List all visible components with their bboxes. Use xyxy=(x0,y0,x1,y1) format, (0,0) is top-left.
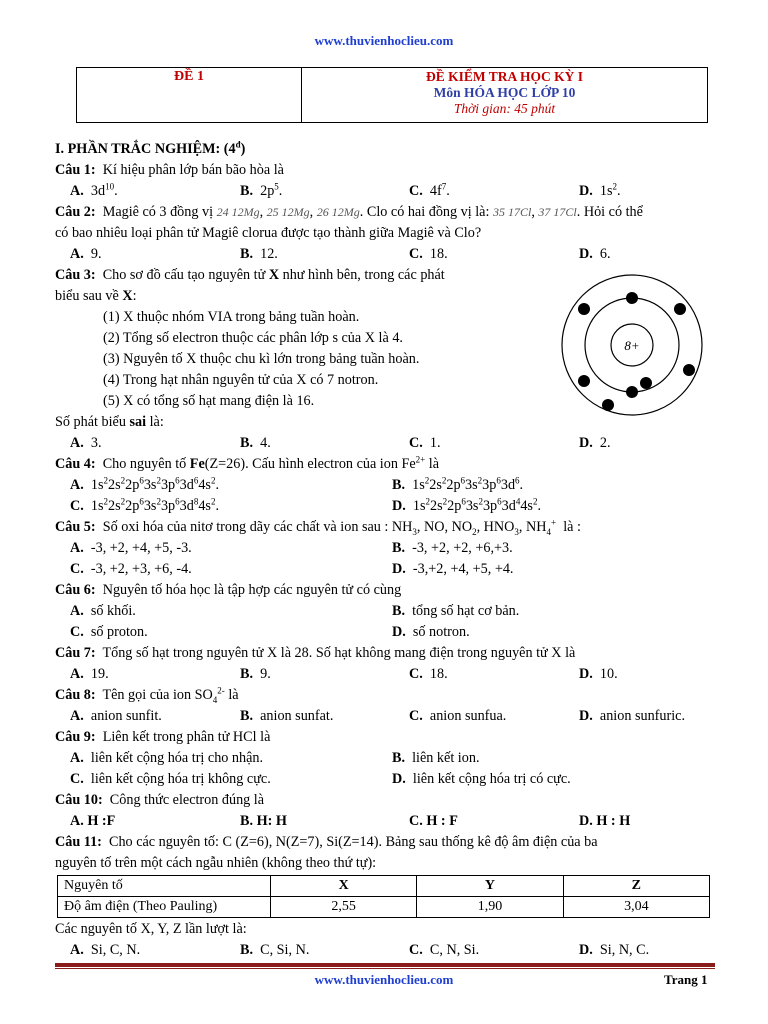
option-c[interactable]: C. số proton. xyxy=(70,624,148,640)
question-8: Câu 8: Tên gọi của ion $SO_4^{2-}$ là xyxy=(55,685,239,705)
question-2: Câu 2: Magiê có 3 đồng vị 24 12Mg, 25 12Mg, 26 12Mg. Clo có hai đồng vị là: 35 17Cl, 37 17Cl. Hỏi có thể xyxy=(55,204,643,220)
option-d[interactable]: D. số notron. xyxy=(392,624,470,640)
question-11-line2: nguyên tố trên một cách ngẫu nhiên (không theo thứ tự): xyxy=(55,855,377,871)
page-number: Trang 1 xyxy=(664,972,708,987)
option-a[interactable]: A. Si, C, N. xyxy=(70,942,141,958)
table-header-cell: X xyxy=(271,876,417,897)
option-a[interactable]: A. 9. xyxy=(70,246,102,262)
question-5-options-cd xyxy=(55,559,715,580)
question-2-line2: có bao nhiêu loại phân tử Magiê clorua được tạo thành giữa Magiê và Clo? xyxy=(55,225,482,241)
isotope-cl-35: 35 17Cl xyxy=(492,205,532,219)
question-4: Câu 4: Cho nguyên tố Fe(Z=26). Cấu hình electron của ion $Fe^{2+}$ là xyxy=(55,454,440,472)
question-6-options-cd xyxy=(55,622,715,643)
electron xyxy=(578,303,590,315)
option-a[interactable]: A. -3, +2, +4, +5, -3. xyxy=(70,540,192,556)
table-header-cell: Z xyxy=(563,876,709,897)
statement-2: (2) Tổng số electron thuộc các phân lớp s của X là 4. xyxy=(103,330,403,346)
footer-divider xyxy=(55,963,715,967)
option-d[interactable]: D. liên kết cộng hóa trị có cực. xyxy=(392,771,571,787)
question-2-options xyxy=(55,244,715,265)
option-a[interactable]: A. $1s^22s^22p^63s^23p^63d^64s^2$. xyxy=(70,475,219,493)
isotope-cl-37: 37 17Cl xyxy=(538,205,577,219)
question-1-options xyxy=(55,181,715,202)
option-b[interactable]: B. liên kết ion. xyxy=(392,750,480,766)
question-10-options xyxy=(55,811,715,832)
option-c[interactable]: C. $4f^7$. xyxy=(409,181,450,199)
option-d[interactable]: D. $1s^2$. xyxy=(579,181,621,199)
option-d[interactable]: D. -3,+2, +4, +5, +4. xyxy=(392,561,514,577)
option-b[interactable]: B. 4. xyxy=(240,435,271,451)
question-9: Câu 9: Liên kết trong phân tử HCl là xyxy=(55,729,271,745)
option-d[interactable]: D. H : H xyxy=(579,813,631,829)
question-10: Câu 10: Công thức electron đúng là xyxy=(55,792,265,808)
table-header-row xyxy=(58,876,710,897)
option-c[interactable]: C. $1s^22s^22p^63s^23p^63d^84s^2$. xyxy=(70,496,219,514)
option-b[interactable]: B. 9. xyxy=(240,666,271,682)
question-3: Câu 3: Cho sơ đồ cấu tạo nguyên tử X như hình bên, trong các phát xyxy=(55,267,445,283)
option-a[interactable]: A. số khối. xyxy=(70,603,136,619)
question-6-options-ab xyxy=(55,601,715,622)
question-11-options xyxy=(55,940,715,961)
option-b[interactable]: B. $1s^22s^22p^63s^23p^63d^6$. xyxy=(392,475,524,493)
option-a[interactable]: A. liên kết cộng hóa trị cho nhận. xyxy=(70,750,264,766)
option-d[interactable]: D. 10. xyxy=(579,666,618,682)
question-7-options xyxy=(55,664,715,685)
option-d[interactable]: D. Si, N, C. xyxy=(579,942,650,958)
option-c[interactable]: C. anion sunfua. xyxy=(409,708,507,724)
question-3-options xyxy=(55,433,715,454)
question-7: Câu 7: Tổng số hạt trong nguyên tử X là 28. Số hạt không mang điện trong nguyên tử X là xyxy=(55,645,576,661)
option-b[interactable]: B. C, Si, N. xyxy=(240,942,310,958)
question-5: Câu 5: Số oxi hóa của nitơ trong dãy các chất và ion sau : $NH_3$, NO, $NO_2$, $HNO_3$, $NH_4^+$ là : xyxy=(55,517,581,537)
isotope-mg-24: 24 12Mg xyxy=(216,205,260,219)
question-4-options-cd xyxy=(55,496,715,517)
option-c[interactable]: C. 18. xyxy=(409,246,448,262)
option-d[interactable]: D. $1s^22s^22p^63s^23p^63d^44s^2$. xyxy=(392,496,541,514)
option-b[interactable]: B. tổng số hạt cơ bản. xyxy=(392,603,520,619)
option-b[interactable]: B. -3, +2, +2, +6,+3. xyxy=(392,540,513,556)
question-3-line2: biểu sau về X: xyxy=(55,288,137,304)
electron xyxy=(626,292,638,304)
electron xyxy=(674,303,686,315)
question-1: Câu 1: Kí hiệu phân lớp bán bão hòa là xyxy=(55,162,284,178)
exam-content xyxy=(55,139,715,961)
option-a[interactable]: A. 3. xyxy=(70,435,102,451)
option-c[interactable]: C. C, N, Si. xyxy=(409,942,480,958)
option-d[interactable]: D. anion sunfuric. xyxy=(579,708,685,724)
site-url-header[interactable]: www.thuvienhoclieu.com xyxy=(314,33,454,48)
electron xyxy=(602,399,614,411)
option-d[interactable]: D. 6. xyxy=(579,246,611,262)
isotope-mg-25: 25 12Mg xyxy=(266,205,310,219)
option-c[interactable]: C. liên kết cộng hóa trị không cực. xyxy=(70,771,271,787)
option-a[interactable]: A. 19. xyxy=(70,666,109,682)
table-cell: 3,04 xyxy=(563,897,709,918)
statement-4: (4) Trong hạt nhân nguyên tử của X có 7 notron. xyxy=(103,372,379,388)
isotope-mg-26: 26 12Mg xyxy=(316,205,360,219)
statement-1: (1) X thuộc nhóm VIA trong bảng tuần hoàn. xyxy=(103,309,360,325)
option-c[interactable]: C. 1. xyxy=(409,435,441,451)
option-a[interactable]: A. anion sunfit. xyxy=(70,708,162,724)
option-b[interactable]: B. $2p^5$. xyxy=(240,181,283,199)
question-5-options-ab xyxy=(55,538,715,559)
table-cell: Độ âm điện (Theo Pauling) xyxy=(58,897,271,918)
atom-shell-diagram xyxy=(546,273,726,428)
option-c[interactable]: C. 18. xyxy=(409,666,448,682)
table-cell: 2,55 xyxy=(271,897,417,918)
electron xyxy=(640,377,652,389)
section-title: I. PHẦN TRẮC NGHIỆM: $(4^đ)$ xyxy=(55,139,246,157)
question-9-options-ab xyxy=(55,748,715,769)
option-c[interactable]: C. H : F xyxy=(409,813,458,829)
table-cell: 1,90 xyxy=(417,897,563,918)
question-3-ask: Số phát biểu sai là: xyxy=(55,414,164,430)
table-header-cell: Nguyên tố xyxy=(58,876,271,897)
question-4-options-ab xyxy=(55,475,715,496)
option-b[interactable]: B. H: H xyxy=(240,813,287,829)
nucleus-charge: 8+ xyxy=(624,338,640,353)
exam-title: ĐỀ KIỂM TRA HỌC KỲ I xyxy=(426,69,583,84)
exam-time: Thời gian: 45 phút xyxy=(453,101,556,116)
option-d[interactable]: D. 2. xyxy=(579,435,611,451)
question-6: Câu 6: Nguyên tố hóa học là tập hợp các nguyên tử có cùng xyxy=(55,582,402,598)
option-c[interactable]: C. -3, +2, +3, +6, -4. xyxy=(70,561,192,577)
exam-subject: Môn HÓA HỌC LỚP 10 xyxy=(433,85,576,100)
electronegativity-table xyxy=(57,875,710,918)
exam-header-table xyxy=(76,67,708,123)
option-a[interactable]: A. H :F xyxy=(70,813,116,829)
electron xyxy=(578,375,590,387)
footer-divider-thin xyxy=(55,968,715,969)
electron xyxy=(683,364,695,376)
exam-code: ĐỀ 1 xyxy=(77,68,302,123)
site-url-footer[interactable]: www.thuvienhoclieu.com xyxy=(314,972,454,987)
question-9-options-cd xyxy=(55,769,715,790)
option-b[interactable]: B. anion sunfat. xyxy=(240,708,334,724)
statement-5: (5) X có tổng số hạt mang điện là 16. xyxy=(103,393,315,409)
question-11-ask: Các nguyên tố X, Y, Z lần lượt là: xyxy=(55,921,247,937)
electron xyxy=(626,386,638,398)
exam-title-block xyxy=(302,68,708,123)
table-header-cell: Y xyxy=(417,876,563,897)
option-a[interactable]: A. $3d^{10}$. xyxy=(70,181,118,199)
statement-3: (3) Nguyên tố X thuộc chu kì lớn trong bảng tuần hoàn. xyxy=(103,351,420,367)
question-11: Câu 11: Cho các nguyên tố: C (Z=6), N(Z=7), Si(Z=14). Bảng sau thống kê độ âm điện của ba xyxy=(55,834,598,850)
question-8-options xyxy=(55,706,715,727)
option-b[interactable]: B. 12. xyxy=(240,246,278,262)
table-row xyxy=(58,897,710,918)
